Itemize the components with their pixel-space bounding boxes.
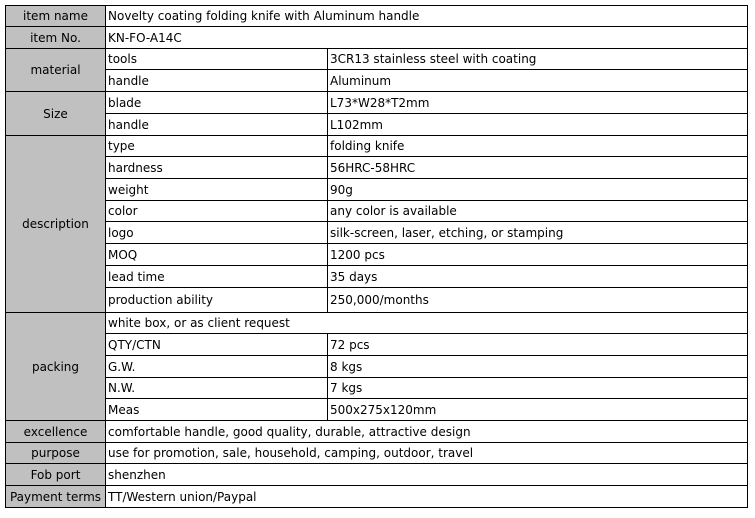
material-value: 3CR13 stainless steel with coating: [328, 49, 748, 70]
row-size-blade: [6, 92, 748, 114]
size-key: handle: [106, 114, 328, 136]
fob-port-label: Fob port: [6, 464, 106, 486]
description-value: any color is available: [328, 201, 748, 222]
row-size-handle: [6, 114, 748, 136]
purpose-label: purpose: [6, 443, 106, 464]
row-packing: [6, 334, 748, 356]
item-name-value: Novelty coating folding knife with Aluminum handle: [106, 6, 748, 27]
description-key: hardness: [106, 157, 328, 179]
packing-key: N.W.: [106, 378, 328, 399]
packing-note: white box, or as client request: [106, 313, 748, 334]
description-key: color: [106, 201, 328, 222]
row-payment-terms: [6, 486, 748, 508]
description-value: 250,000/months: [328, 288, 748, 313]
description-value: 56HRC-58HRC: [328, 157, 748, 179]
material-key: tools: [106, 49, 328, 70]
material-key: handle: [106, 70, 328, 92]
row-item-name: [6, 6, 748, 27]
row-fob-port: [6, 464, 748, 486]
description-value: 35 days: [328, 266, 748, 288]
packing-value: 8 kgs: [328, 356, 748, 378]
packing-label: packing: [6, 313, 106, 421]
packing-key: G.W.: [106, 356, 328, 378]
row-material-handle: [6, 70, 748, 92]
material-value: Aluminum: [328, 70, 748, 92]
row-description: [6, 201, 748, 222]
description-value: folding knife: [328, 136, 748, 157]
packing-key: Meas: [106, 399, 328, 421]
row-packing: [6, 378, 748, 399]
row-excellence: [6, 421, 748, 443]
description-key: logo: [106, 222, 328, 244]
excellence-label: excellence: [6, 421, 106, 443]
description-key: lead time: [106, 266, 328, 288]
row-description: [6, 266, 748, 288]
product-spec-table: [5, 5, 748, 508]
row-packing-note: [6, 313, 748, 334]
packing-value: 7 kgs: [328, 378, 748, 399]
size-key: blade: [106, 92, 328, 114]
payment-terms-value: TT/Western union/Paypal: [106, 486, 748, 508]
row-packing: [6, 399, 748, 421]
description-key: MOQ: [106, 244, 328, 266]
payment-terms-label: Payment terms: [6, 486, 106, 508]
row-item-no: [6, 27, 748, 49]
row-description: [6, 179, 748, 201]
fob-port-value: shenzhen: [106, 464, 748, 486]
excellence-value: comfortable handle, good quality, durable, attractive design: [106, 421, 748, 443]
size-value: L102mm: [328, 114, 748, 136]
row-description: [6, 222, 748, 244]
description-key: production ability: [106, 288, 328, 313]
row-description: [6, 157, 748, 179]
packing-key: QTY/CTN: [106, 334, 328, 356]
row-purpose: [6, 443, 748, 464]
packing-value: 500x275x120mm: [328, 399, 748, 421]
item-no-label: item No.: [6, 27, 106, 49]
description-value: 1200 pcs: [328, 244, 748, 266]
description-value: 90g: [328, 179, 748, 201]
size-label: Size: [6, 92, 106, 136]
size-value: L73*W28*T2mm: [328, 92, 748, 114]
row-description: [6, 288, 748, 313]
item-name-label: item name: [6, 6, 106, 27]
description-key: type: [106, 136, 328, 157]
row-description: [6, 136, 748, 157]
packing-value: 72 pcs: [328, 334, 748, 356]
row-material-tools: [6, 49, 748, 70]
row-description: [6, 244, 748, 266]
description-value: silk-screen, laser, etching, or stamping: [328, 222, 748, 244]
material-label: material: [6, 49, 106, 92]
description-key: weight: [106, 179, 328, 201]
description-label: description: [6, 136, 106, 313]
item-no-value: KN-FO-A14C: [106, 27, 748, 49]
purpose-value: use for promotion, sale, household, camping, outdoor, travel: [106, 443, 748, 464]
row-packing: [6, 356, 748, 378]
